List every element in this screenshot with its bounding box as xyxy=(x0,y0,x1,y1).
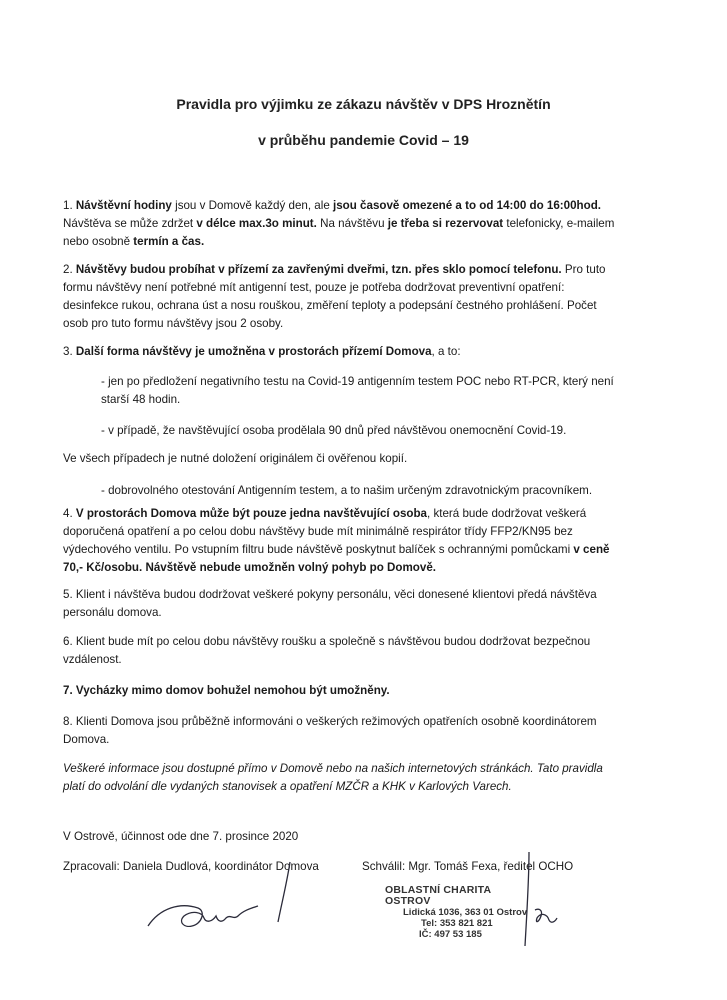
coordinator-signature-icon xyxy=(140,860,310,940)
rule-3: 3. Další forma návštěvy je umožněna v prostorách přízemí Domova, a to: xyxy=(63,345,461,358)
prepared-by: Zpracovali: Daniela Dudlová, koordinátor Domova xyxy=(63,860,319,873)
rule-1: 1. Návštěvní hodiny jsou v Domově každý den, ale jsou časově omezené a to od 14:00 do 16:00hod. Návštěva se může zdržet v délce max.3o minut. Na návštěvu je třeba si rezervovat telefonicky, e-mailem nebo osobně termín a čas. xyxy=(63,199,615,248)
rule-8: 8. Klienti Domova jsou průběžně informováni o veškerých režimových opatřeních osobně koordinátorem Domova. xyxy=(63,715,597,746)
stamp-name: OBLASTNÍ CHARITA OSTROV xyxy=(385,884,491,907)
rule-2: 2. Návštěvy budou probíhat v přízemí za zavřenými dveřmi, tzn. přes sklo pomocí telefonu. Pro tuto formu návštěvy není potřebné mít antigenní test, pouze je potřeba dodržovat preventivní opatření: desinfekce rukou, ochrana úst a nosu rouškou, změření teploty a podepsání čestného prohlášení. Počet osob pro tuto formu návštěvy jsou 2 osoby. xyxy=(63,263,606,330)
rule-3-all-cases: Ve všech případech je nutné doložení originálem či ověřenou kopií. xyxy=(63,452,408,465)
rule-3-condition-2: - v případě, že navštěvující osoba prodělala 90 dnů před návštěvou onemocnění Covid-19. xyxy=(101,424,567,437)
rule-5: 5. Klient i návštěva budou dodržovat veškeré pokyny personálu, věci donesené klientovi předá návštěva personálu domova. xyxy=(63,588,597,619)
rule-3-condition-1: - jen po předložení negativního testu na Covid-19 antigenním testem POC nebo RT-PCR, který není starší 48 hodin. xyxy=(101,375,614,406)
rule-4: 4. V prostorách Domova může být pouze jedna navštěvující osoba, která bude dodržovat veškerá doporučená opatření a po celou dobu návštěvy bude mít minimálně respirátor třídy FFP2/KN95 bez výdechového ventilu. Po vstupním filtru bude návštěvě poskytnut balíček s ochrannými pomůckami v ceně 70,- Kč/osobu. Návštěvě nebude umožněn volný pohyb po Domově. xyxy=(63,507,610,574)
stamp-phone: Tel: 353 821 821 xyxy=(421,918,493,929)
document-title-line-1: Pravidla pro výjimku ze zákazu návštěv v DPS Hroznětín xyxy=(176,96,551,112)
director-signature-icon xyxy=(505,850,575,950)
closing-note: Veškeré informace jsou dostupné přímo v Domově nebo na našich internetových stránkách. Tato pravidla platí do odvolání dle vydaných stanovisek a opatření MZČR a KHK v Karlových Varech. xyxy=(63,762,603,793)
stamp-id-number: IČ: 497 53 185 xyxy=(419,929,482,940)
approved-by: Schválil: Mgr. Tomáš Fexa, ředitel OCHO xyxy=(362,860,574,873)
rule-3-condition-3: - dobrovolného otestování Antigenním testem, a to našim určeným zdravotnickým pracovníkem. xyxy=(101,484,593,497)
rule-6: 6. Klient bude mít po celou dobu návštěvy roušku a společně s návštěvou budou dodržovat bezpečnou vzdálenost. xyxy=(63,635,591,666)
place-and-date: V Ostrově, účinnost ode dne 7. prosince 2020 xyxy=(63,830,299,843)
rule-7: 7. Vycházky mimo domov bohužel nemohou být umožněny. xyxy=(63,684,390,697)
document-title-line-2: v průběhu pandemie Covid – 19 xyxy=(258,132,469,148)
stamp-address: Lidická 1036, 363 01 Ostrov xyxy=(403,907,528,918)
